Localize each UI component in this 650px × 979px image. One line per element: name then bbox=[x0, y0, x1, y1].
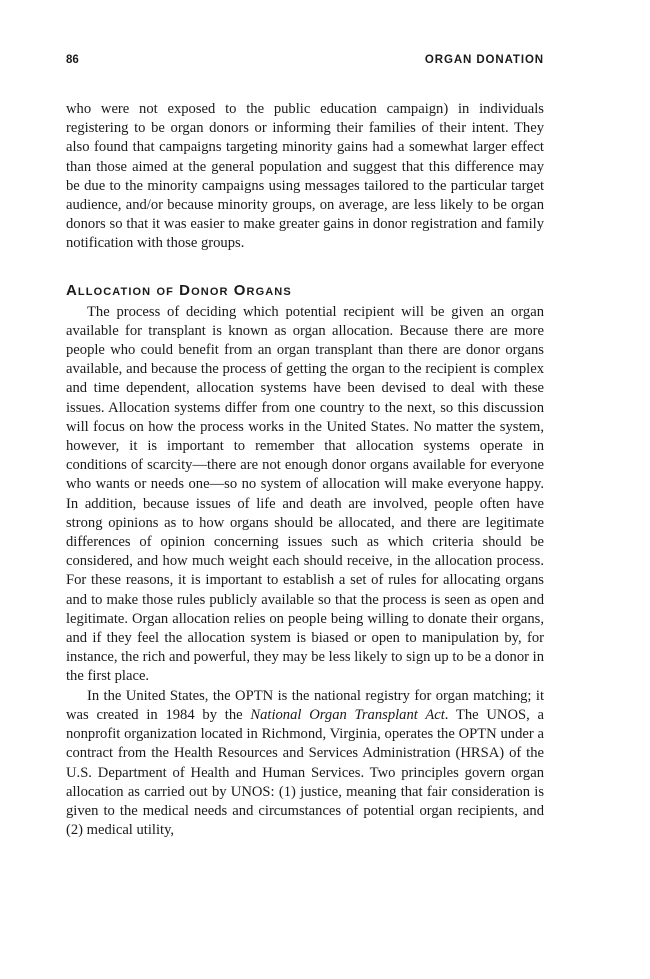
paragraph-optn-text-start: In the United States, the OPTN is the national registry for organ matching; it was created in 1984 by the bbox=[66, 687, 544, 723]
running-title: ORGAN DONATION bbox=[424, 54, 544, 66]
paragraph-optn bbox=[66, 687, 544, 841]
body-text bbox=[66, 100, 544, 840]
section-heading: Allocation of Donor Organs bbox=[66, 281, 292, 299]
paragraph-optn-text-end: . The UNOS, a nonprofit organization located in Richmond, Virginia, operates the OPTN under a contract from the Health Resources and Services Administration (HRSA) of the U.S. Department of Health and Human Services. Two principles govern organ allocation as carried out by UNOS: (1) justice, meaning that fair consideration is given to the medical needs and circumstances of potential organ recipients, and (2) medical utility, bbox=[66, 706, 545, 839]
paragraph-allocation-intro: The process of deciding which potential recipient will be given an organ available for transplant is known as organ allocation. Because there are more people who could benefit from an organ transplant than there are donor organs available, and because the process of getting the organ to the recipient is complex and time dependent, allocation systems have been devised to deal with these issues. Allocation systems differ from one country to the next, so this discussion will focus on how the process works in the United States. No matter the system, however, it is important to remember that allocation systems operate in conditions of scarcity—there are not enough donor organs available for everyone who wants or needs one—so no system of allocation will make everyone happy. In addition, because issues of life and death are involved, people often have strong opinions as to how organs should be allocated, and there are legitimate differences of opinion concerning issues such as which criteria should be considered, and how much weight each should receive, in the allocation process. For these reasons, it is important to establish a set of rules for allocating organs and to make those rules publicly available so that the process is seen as open and legitimate. Organ allocation relies on people being willing to donate their organs, and if they feel the allocation system is biased or open to manipulation by, for instance, the rich and powerful, they may be less likely to sign up to be a donor in the first place. bbox=[66, 303, 544, 685]
act-title-italic: National Organ Transplant Act bbox=[250, 706, 445, 723]
running-head bbox=[66, 54, 544, 72]
page-number: 86 bbox=[66, 54, 79, 66]
paragraph-continuation: who were not exposed to the public education campaign) in individuals registering to be organ donors or informing their families of their intent. They also found that campaigns targeting minority gains had a somewhat larger effect than those aimed at the general population and suggest that this difference may be due to the minority campaigns using messages tailored to the particular target audience, and/or because minority groups, on average, are less likely to be organ donors so that it was easier to make greater gains in donor registration and family notification with those groups. bbox=[66, 101, 544, 252]
